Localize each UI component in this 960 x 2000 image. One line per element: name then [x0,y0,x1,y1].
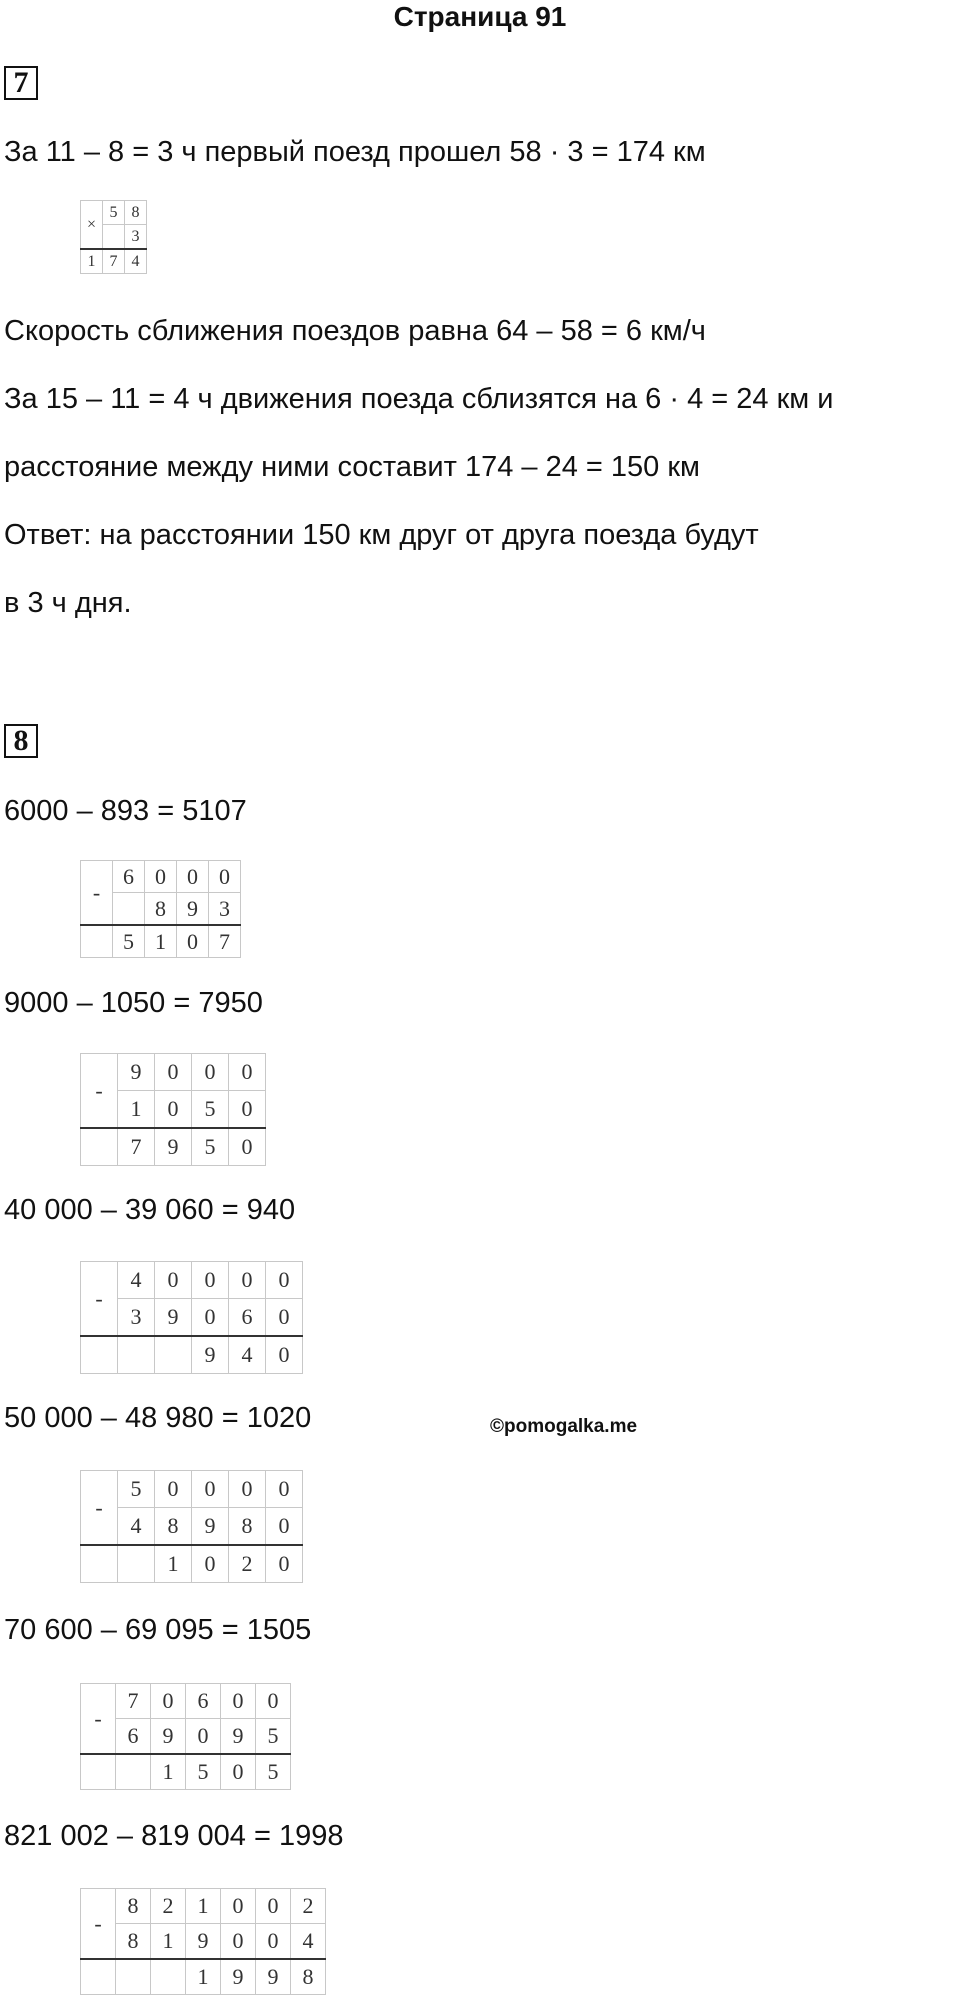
digit-cell: 5 [186,1754,221,1790]
digit-cell: 7 [118,1128,155,1166]
digit-cell: 3 [118,1299,155,1337]
digit-cell: 5 [256,1754,291,1790]
digit-cell: 8 [291,1959,326,1995]
watermark: ©pomogalka.me [490,1416,638,1437]
digit-cell: 4 [118,1508,155,1546]
digit-cell [118,1545,155,1583]
digit-cell: 3 [125,225,147,250]
empty-cell [81,1545,118,1583]
digit-cell: 0 [229,1054,266,1091]
digit-cell: 0 [186,1719,221,1755]
digit-cell: 7 [209,925,241,958]
task-7-line-3: За 15 – 11 = 4 ч движения поезда сблизятся на 6 · 4 = 24 км и [4,383,834,415]
digit-cell: 0 [192,1299,229,1337]
digit-cell: 0 [221,1924,256,1960]
equation-4: 50 000 – 48 980 = 1020 [4,1402,312,1434]
digit-cell: 9 [221,1719,256,1755]
digit-cell: 5 [103,201,125,225]
digit-cell: 0 [221,1889,256,1924]
task-7-line-5: Ответ: на расстоянии 150 км друг от друга поезда будут [4,519,759,551]
digit-cell: 6 [229,1299,266,1337]
empty-cell [81,1754,116,1790]
digit-cell: 8 [116,1924,151,1960]
digit-cell: 1 [81,249,103,274]
task-8-number: 8 [4,724,38,758]
digit-cell: 0 [256,1889,291,1924]
digit-cell: 1 [186,1889,221,1924]
digit-cell: 9 [186,1924,221,1960]
digit-cell: 1 [151,1754,186,1790]
digit-cell: 0 [155,1054,192,1091]
digit-cell: 0 [229,1262,266,1299]
task-7-line-4: расстояние между ними составит 174 – 24 = 150 км [4,451,700,483]
digit-cell: 9 [192,1336,229,1374]
digit-cell [103,225,125,250]
equation-2: 9000 – 1050 = 7950 [4,987,263,1019]
digit-cell [113,893,145,926]
digit-cell: 8 [145,893,177,926]
digit-cell: 1 [151,1924,186,1960]
minus-sign: - [81,1889,116,1960]
subtraction-1 [80,860,241,958]
digit-cell: 1 [145,925,177,958]
digit-cell: 0 [177,861,209,893]
subtraction-6 [80,1888,326,1995]
task-7-line-1: За 11 – 8 = 3 ч первый поезд прошел 58 · 3 = 174 км [4,136,706,168]
subtraction-2 [80,1053,266,1166]
minus-sign: - [81,1262,118,1337]
digit-cell: 0 [229,1128,266,1166]
digit-cell: 9 [151,1719,186,1755]
digit-cell: 9 [155,1299,192,1337]
minus-sign: - [81,1684,116,1755]
digit-cell: 0 [151,1684,186,1719]
digit-cell: 0 [155,1262,192,1299]
equation-6: 821 002 – 819 004 = 1998 [4,1820,344,1852]
subtraction-4 [80,1470,303,1583]
digit-cell: 9 [192,1508,229,1546]
digit-cell: 0 [266,1471,303,1508]
digit-cell: 0 [266,1545,303,1583]
digit-cell: 2 [151,1889,186,1924]
digit-cell: 0 [266,1336,303,1374]
digit-cell: 0 [266,1508,303,1546]
minus-sign: - [81,861,113,926]
digit-cell: 1 [118,1091,155,1129]
digit-cell: 0 [145,861,177,893]
equation-1: 6000 – 893 = 5107 [4,795,247,827]
digit-cell: 9 [221,1959,256,1995]
digit-cell: 9 [118,1054,155,1091]
digit-cell: 0 [229,1471,266,1508]
digit-cell: 8 [116,1889,151,1924]
digit-cell: 0 [155,1471,192,1508]
digit-cell: 5 [192,1091,229,1129]
digit-cell: 7 [116,1684,151,1719]
digit-cell: 8 [155,1508,192,1546]
minus-sign: - [81,1054,118,1129]
digit-cell [116,1754,151,1790]
empty-cell [81,1959,116,1995]
digit-cell: 8 [125,201,147,225]
page-title: Страница 91 [393,1,567,32]
digit-cell: 5 [118,1471,155,1508]
task-7-multiplication [80,200,147,274]
digit-cell [151,1959,186,1995]
digit-cell: 4 [229,1336,266,1374]
digit-cell: 7 [103,249,125,274]
digit-cell: 9 [155,1128,192,1166]
digit-cell [118,1336,155,1374]
empty-cell [81,1336,118,1374]
empty-cell [81,1128,118,1166]
digit-cell: 8 [229,1508,266,1546]
digit-cell: 0 [229,1091,266,1129]
digit-cell: 2 [291,1889,326,1924]
digit-cell: 9 [256,1959,291,1995]
digit-cell: 0 [177,925,209,958]
digit-cell: 0 [266,1299,303,1337]
task-7-line-2: Скорость сближения поездов равна 64 – 58 = 6 км/ч [4,315,706,347]
digit-cell: 0 [221,1754,256,1790]
digit-cell: 0 [221,1684,256,1719]
digit-cell: 0 [155,1091,192,1129]
empty-cell [81,925,113,958]
digit-cell: 6 [186,1684,221,1719]
subtraction-5 [80,1683,291,1790]
equation-3: 40 000 – 39 060 = 940 [4,1194,296,1226]
digit-cell [116,1959,151,1995]
digit-cell: 2 [229,1545,266,1583]
multiply-sign: × [81,201,103,250]
digit-cell: 0 [192,1054,229,1091]
digit-cell: 4 [291,1924,326,1960]
digit-cell [155,1336,192,1374]
digit-cell: 6 [116,1719,151,1755]
digit-cell: 1 [186,1959,221,1995]
digit-cell: 1 [155,1545,192,1583]
subtraction-3 [80,1261,303,1374]
digit-cell: 0 [192,1262,229,1299]
task-7-line-6: в 3 ч дня. [4,587,132,619]
digit-cell: 5 [192,1128,229,1166]
digit-cell: 9 [177,893,209,926]
digit-cell: 0 [256,1684,291,1719]
digit-cell: 5 [256,1719,291,1755]
digit-cell: 0 [192,1545,229,1583]
digit-cell: 3 [209,893,241,926]
digit-cell: 0 [266,1262,303,1299]
equation-5: 70 600 – 69 095 = 1505 [4,1614,312,1646]
digit-cell: 5 [113,925,145,958]
digit-cell: 0 [209,861,241,893]
digit-cell: 0 [256,1924,291,1960]
digit-cell: 0 [192,1471,229,1508]
digit-cell: 6 [113,861,145,893]
digit-cell: 4 [125,249,147,274]
task-7-number: 7 [4,66,38,100]
digit-cell: 4 [118,1262,155,1299]
minus-sign: - [81,1471,118,1546]
